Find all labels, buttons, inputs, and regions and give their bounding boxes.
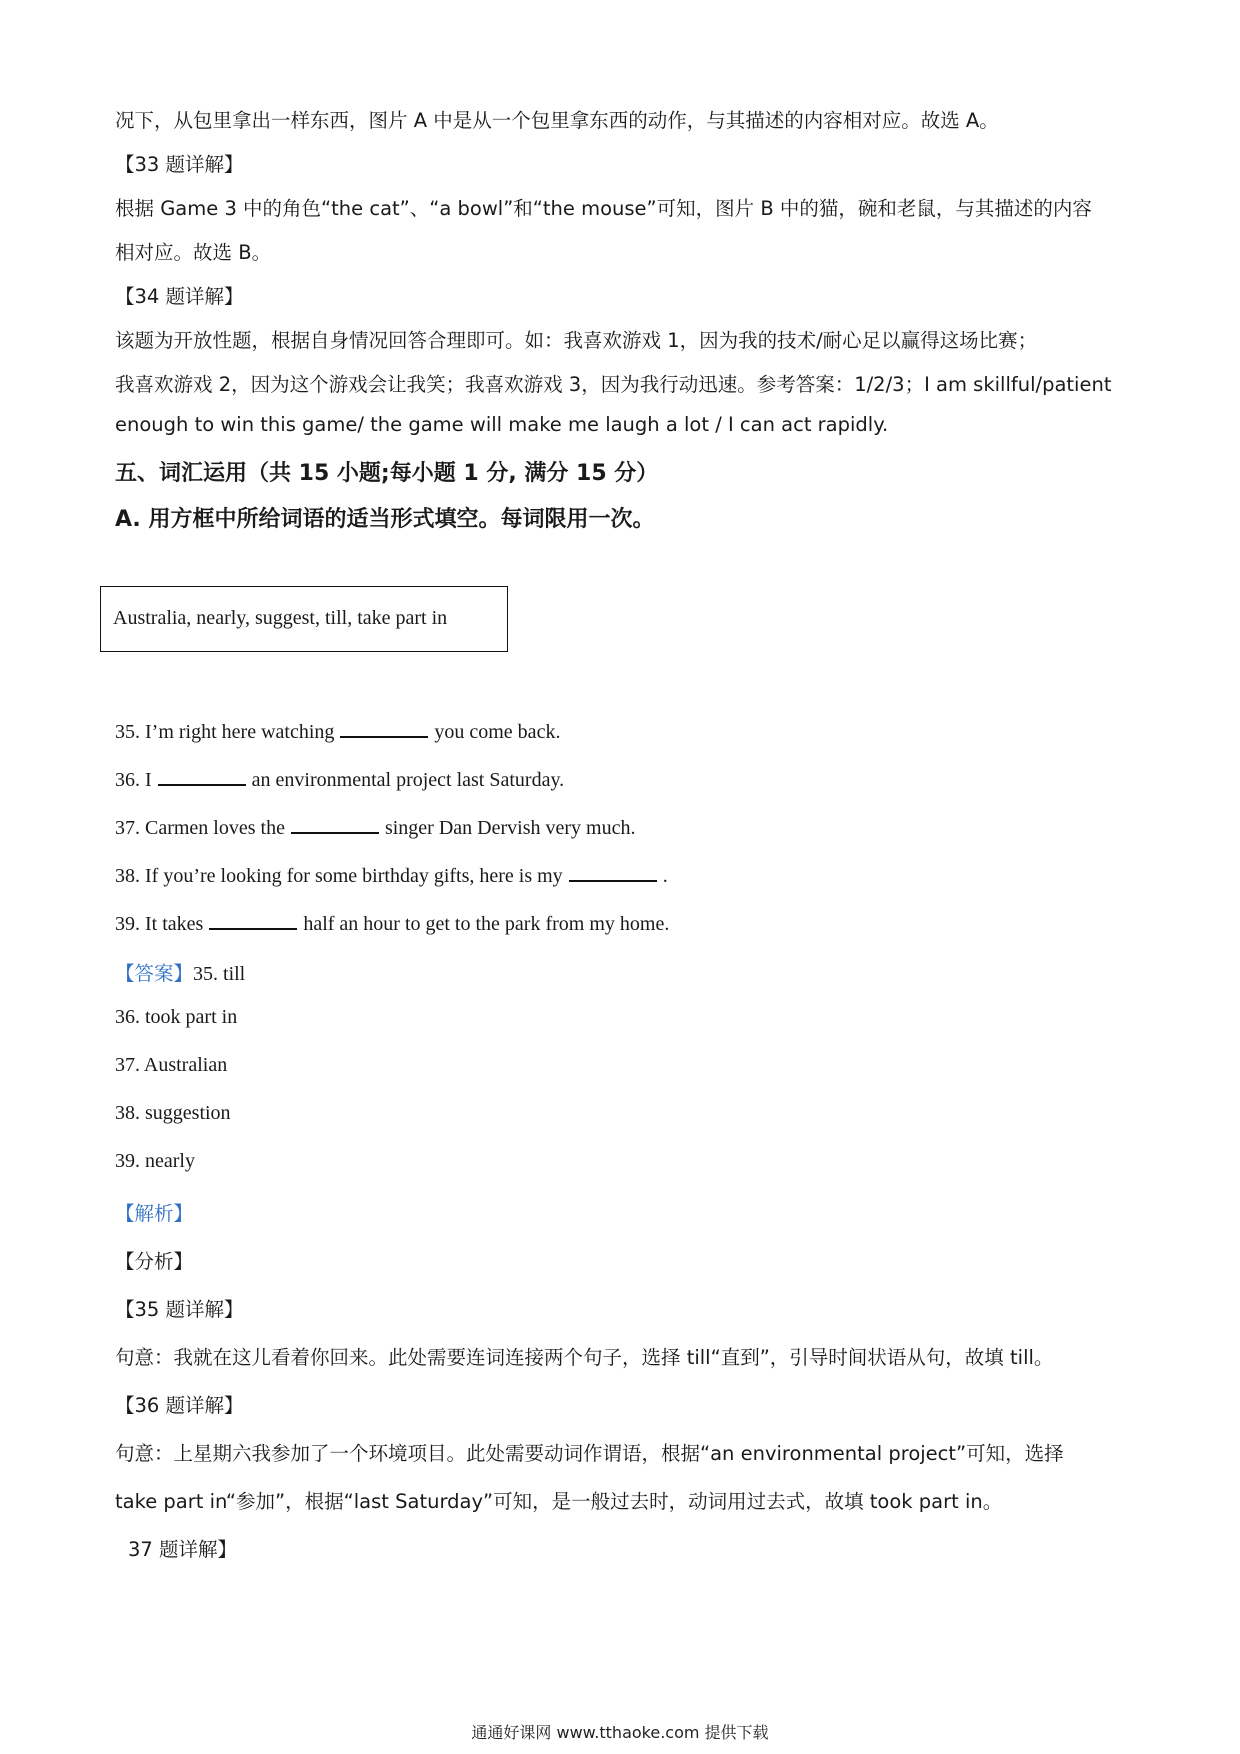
detail-heading-35: 【35 题详解】 (115, 1298, 244, 1321)
answer-item: 35. till (193, 963, 246, 985)
question-text: half an hour to get to the park from my home. (303, 913, 670, 935)
question-36 (115, 766, 564, 792)
word-box: Australia, nearly, suggest, till, take part in (100, 586, 508, 652)
answer-blank (158, 766, 246, 786)
question-text: 38. If you’re looking for some birthday gifts, here is my (115, 865, 563, 887)
section-heading: 五、词汇运用（共 15 小题;每小题 1 分, 满分 15 分） (115, 461, 659, 486)
text-line: 相对应。故选 B。 (115, 241, 272, 264)
detail-text-36: take part in“参加”，根据“last Saturday”可知，是一般过去时，动词用过去式，故填 took part in。 (115, 1490, 1003, 1513)
question-text: 35. I’m right here watching (115, 721, 335, 743)
footer-text: 通通好课网 www.tthaoke.com 提供下载 (471, 1723, 769, 1742)
sub-heading: A. 用方框中所给词语的适当形式填空。每词限用一次。 (115, 507, 655, 532)
question-text: you come back. (434, 721, 561, 743)
question-37 (115, 814, 635, 840)
detail-heading-37: 37 题详解】 (128, 1538, 238, 1561)
answer-blank (291, 814, 379, 834)
answer-item: 37. Australian (115, 1054, 228, 1076)
answer-label: 【答案】 (115, 962, 194, 985)
text-line: 况下，从包里拿出一样东西，图片 A 中是从一个包里拿东西的动作，与其描述的内容相对应。故选 A。 (115, 109, 999, 132)
text-line: enough to win this game/ the game will make me laugh a lot / I can act rapidly. (115, 413, 889, 436)
question-text: 37. Carmen loves the (115, 817, 285, 839)
question-39 (115, 910, 669, 936)
analysis-label: 【解析】 (115, 1202, 194, 1225)
detail-text-35: 句意：我就在这儿看着你回来。此处需要连词连接两个句子，选择 till“直到”，引导时间状语从句，故填 till。 (115, 1346, 1054, 1369)
text-line: 根据 Game 3 中的角色“the cat”、“a bowl”和“the mouse”可知，图片 B 中的猫，碗和老鼠，与其描述的内容 (115, 197, 1092, 220)
detail-heading-36: 【36 题详解】 (115, 1394, 244, 1417)
text-line: 我喜欢游戏 2，因为这个游戏会让我笑；我喜欢游戏 3，因为我行动迅速。参考答案：1/2/3；I am skillful/patient (115, 373, 1112, 396)
text-line: 该题为开放性题，根据自身情况回答合理即可。如：我喜欢游戏 1，因为我的技术/耐心足以赢得这场比赛； (115, 329, 1038, 352)
answer-blank (209, 910, 297, 930)
question-text: an environmental project last Saturday. (251, 769, 565, 791)
question-text: 36. I (115, 769, 152, 791)
answer-item: 39. nearly (115, 1150, 195, 1172)
answer-blank (569, 862, 657, 882)
detail-heading-34: 【34 题详解】 (115, 285, 244, 308)
answer-item: 36. took part in (115, 1006, 238, 1028)
question-text: 39. It takes (115, 913, 204, 935)
question-35 (115, 718, 560, 744)
answer-item: 38. suggestion (115, 1102, 231, 1124)
detail-heading-33: 【33 题详解】 (115, 153, 244, 176)
detail-text-36: 句意：上星期六我参加了一个环境项目。此处需要动词作谓语，根据“an environmental project”可知，选择 (115, 1442, 1064, 1465)
question-38 (115, 862, 668, 888)
question-text: . (662, 865, 668, 887)
question-text: singer Dan Dervish very much. (384, 817, 636, 839)
analysis-sub: 【分析】 (115, 1250, 194, 1273)
answer-line (115, 958, 245, 986)
answer-blank (340, 718, 428, 738)
